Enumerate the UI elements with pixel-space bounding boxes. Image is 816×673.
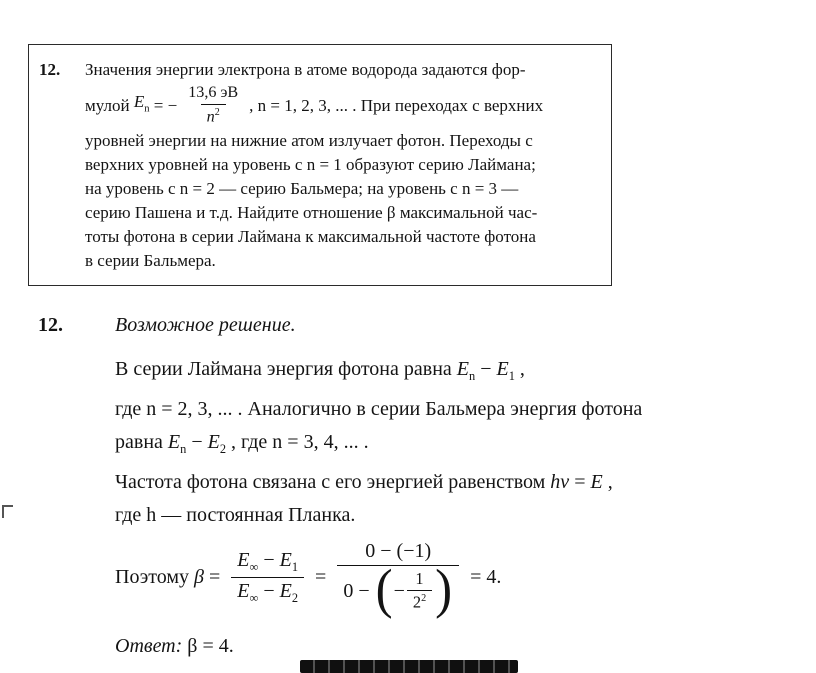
problem-line-6: серию Пашена и т.д. Найдите отношение β максимальной час-: [85, 203, 538, 222]
formula-lead: Поэтому: [115, 565, 195, 588]
solution-body: [115, 353, 783, 663]
answer-value: β = 4.: [182, 635, 234, 657]
fraction-numerator: $E_\infty - E_1$: [237, 548, 299, 574]
fraction-values: [337, 540, 459, 620]
solution-header: [38, 312, 783, 338]
inner-fraction: $\frac{1}{2^2}$: [407, 570, 432, 612]
scan-artifact-tick: [2, 505, 13, 518]
problem-number: 12.: [39, 60, 61, 79]
problem-line-8: в серии Бальмера.: [85, 251, 216, 270]
formula-suffix: , n = 1, 2, 3, ... . При переходах с верхних: [249, 95, 544, 115]
solution-line-1: В серии Лаймана энергия фотона равна $E_n - E_1$ ,: [115, 358, 525, 383]
problem-line-1: Значения энергии электрона в атоме водорода задаются фор-: [85, 60, 526, 79]
problem-line-7: тоты фотона в серии Лаймана к максимальной частоте фотона: [85, 227, 536, 246]
answer-line: [115, 630, 783, 663]
answer-label: Ответ:: [115, 635, 183, 657]
fraction-numerator: 13,6 эВ: [188, 84, 239, 102]
problem-line-3: уровней энергии на нижние атом излучает фотон. Переходы с: [85, 131, 533, 150]
energy-en: $E_n$: [167, 431, 187, 456]
problem-text: [85, 58, 611, 285]
fraction-denominator: 0 − ( − $\frac{1}{2^2}$ ): [337, 565, 459, 614]
problem-line-5: на уровень с n = 2 — серию Бальмера; на уровень с n = 3 —: [85, 179, 519, 198]
close-paren: ): [435, 559, 453, 620]
problem-line-4: верхних уровней на уровень с n = 1 образуют серию Лаймана;: [85, 155, 536, 174]
fraction-denominator: $n^2$: [201, 104, 226, 126]
energy-e2: $E_2$: [207, 431, 227, 456]
problem-box: [28, 44, 612, 286]
solution-line-3: равна $E_n - E_2$ , где n = 3, 4, ... .: [115, 431, 369, 456]
solution-line-5: где h — постоянная Планка.: [115, 504, 356, 526]
solution-section: [38, 312, 783, 663]
solution-line-2: где n = 2, 3, ... . Аналогично в серии Бальмера энергия фотона: [115, 398, 643, 420]
problem-formula-line: [85, 82, 599, 129]
fraction-energies: [231, 549, 304, 606]
energy-en: $E_n$: [456, 358, 476, 383]
beta-formula: Поэтому β = $\frac{E_\infty - E_1}{E_\infty - E_2}$ = 0 − (−1) 0 − ( − $\frac{1}{2^2}$ ) = 4.: [115, 540, 502, 620]
scan-artifact-strip: [300, 660, 518, 673]
solution-number: 12.: [38, 314, 63, 336]
energy-symbol: $E_n$: [133, 91, 150, 115]
beta-symbol: β: [194, 565, 204, 588]
solution-line-4: Частота фотона связана с его энергией равенством hν = E ,: [115, 471, 613, 493]
energy-e1: $E_1$: [496, 358, 515, 383]
formula-result: = 4.: [465, 565, 502, 588]
open-paren: (: [375, 559, 393, 620]
energy-fraction: [182, 84, 244, 127]
solution-title: Возможное решение.: [115, 314, 296, 336]
formula-prefix: мулой: [85, 95, 134, 115]
fraction-denominator: $E_\infty - E_2$: [231, 577, 304, 606]
minus-sign: −: [393, 579, 405, 602]
equals-minus: = −: [149, 95, 178, 115]
fraction-numerator: 0 − (−1): [365, 540, 432, 563]
